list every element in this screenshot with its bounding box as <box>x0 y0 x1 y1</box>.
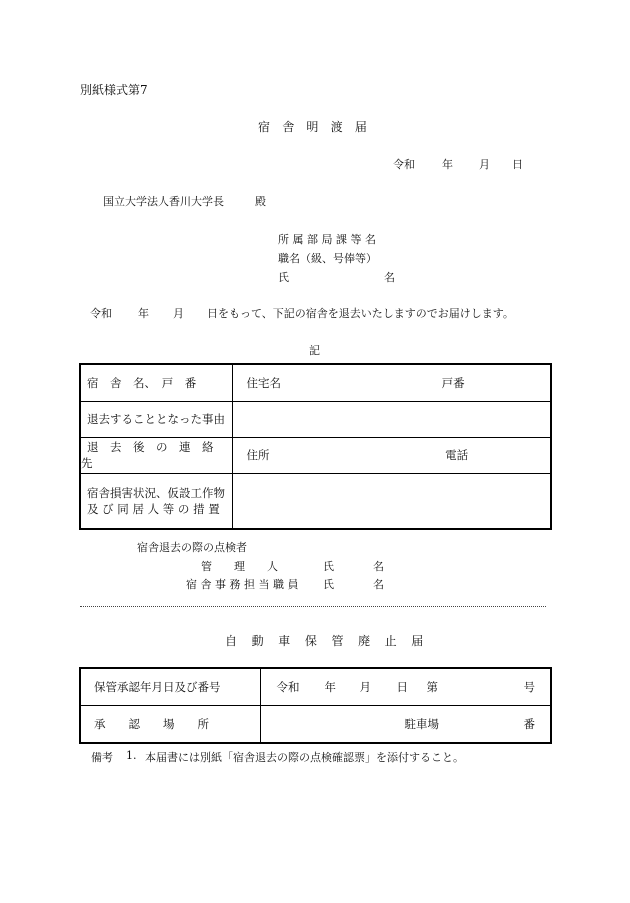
ban-label: 番 <box>523 717 535 731</box>
row-label: 退 去 後 の 連 絡 先 <box>80 437 232 473</box>
table-row <box>80 706 551 744</box>
position-label: 職名（級、号俸等） <box>278 252 377 265</box>
addressee-honorific: 殿 <box>255 195 266 208</box>
parking-label: 駐車場 <box>404 717 439 731</box>
cut-line <box>80 606 546 607</box>
approval-era: 令和 <box>276 680 300 694</box>
staff-role: 宿 舎 事 務 担 当 職 員 <box>186 578 299 591</box>
row-label: 承 認 場 所 <box>80 706 260 744</box>
row-label: 退去することとなった事由 <box>80 401 232 437</box>
inspector-heading: 宿舎退去の際の点検者 <box>137 541 247 554</box>
approval-dai: 第 <box>426 680 438 694</box>
statement-year: 年 <box>138 307 149 320</box>
row-value[interactable] <box>260 668 551 706</box>
table-row <box>80 401 551 437</box>
row-value[interactable] <box>260 706 551 744</box>
row-label: 保管承認年月日及び番号 <box>80 668 260 706</box>
row-value[interactable] <box>232 437 551 473</box>
ki-label: 記 <box>309 344 320 357</box>
applicant-name-label-1: 氏 <box>278 271 289 284</box>
table-row <box>80 364 551 401</box>
row-label: 宿舎損害状況、仮設工作物 及 び 同 居 人 等 の 措 置 <box>80 473 232 529</box>
date-era: 令和 <box>393 158 415 171</box>
evacuation-table <box>79 363 552 530</box>
approval-go: 号 <box>523 680 535 694</box>
table-row <box>80 668 551 706</box>
section-title: 自 動 車 保 管 廃 止 届 <box>225 634 429 648</box>
note-prefix: 備考 <box>91 751 113 764</box>
page-title: 宿 舎 明 渡 届 <box>258 120 372 134</box>
right-value: 電話 <box>445 448 469 462</box>
row-label: 宿 舎 名、 戸 番 <box>80 364 232 401</box>
statement-era: 令和 <box>90 307 112 320</box>
statement-month: 月 <box>173 307 184 320</box>
manager-name-2: 名 <box>373 560 384 573</box>
approval-year: 年 <box>324 680 336 694</box>
row-value[interactable] <box>232 473 551 529</box>
date-year: 年 <box>442 158 453 171</box>
vehicle-table <box>79 667 552 744</box>
manager-name-1: 氏 <box>323 560 334 573</box>
applicant-name-label-2: 名 <box>384 271 395 284</box>
dept-label: 所 属 部 局 課 等 名 <box>278 233 376 246</box>
addressee-name: 国立大学法人香川大学長 <box>103 195 224 208</box>
date-day: 日 <box>512 158 523 171</box>
approval-month: 月 <box>359 680 371 694</box>
form-code: 別紙様式第7 <box>80 83 148 97</box>
row-value[interactable] <box>232 364 551 401</box>
table-row <box>80 473 551 529</box>
table-row <box>80 437 551 473</box>
note-text: 本届書には別紙「宿舎退去の際の点検確認票」を添付すること。 <box>145 751 464 764</box>
note-number: 1. <box>126 749 137 762</box>
left-value: 住所 <box>246 448 270 462</box>
statement-text: 日をもって、下記の宿舎を退去いたしますのでお届けします。 <box>207 307 514 320</box>
left-value: 住宅名 <box>246 375 281 390</box>
date-month: 月 <box>479 158 490 171</box>
manager-role: 管 理 人 <box>201 560 278 573</box>
staff-name-1: 氏 <box>323 578 334 591</box>
approval-day: 日 <box>396 680 408 694</box>
staff-name-2: 名 <box>373 578 384 591</box>
row-value[interactable] <box>232 401 551 437</box>
right-value: 戸番 <box>441 375 465 390</box>
